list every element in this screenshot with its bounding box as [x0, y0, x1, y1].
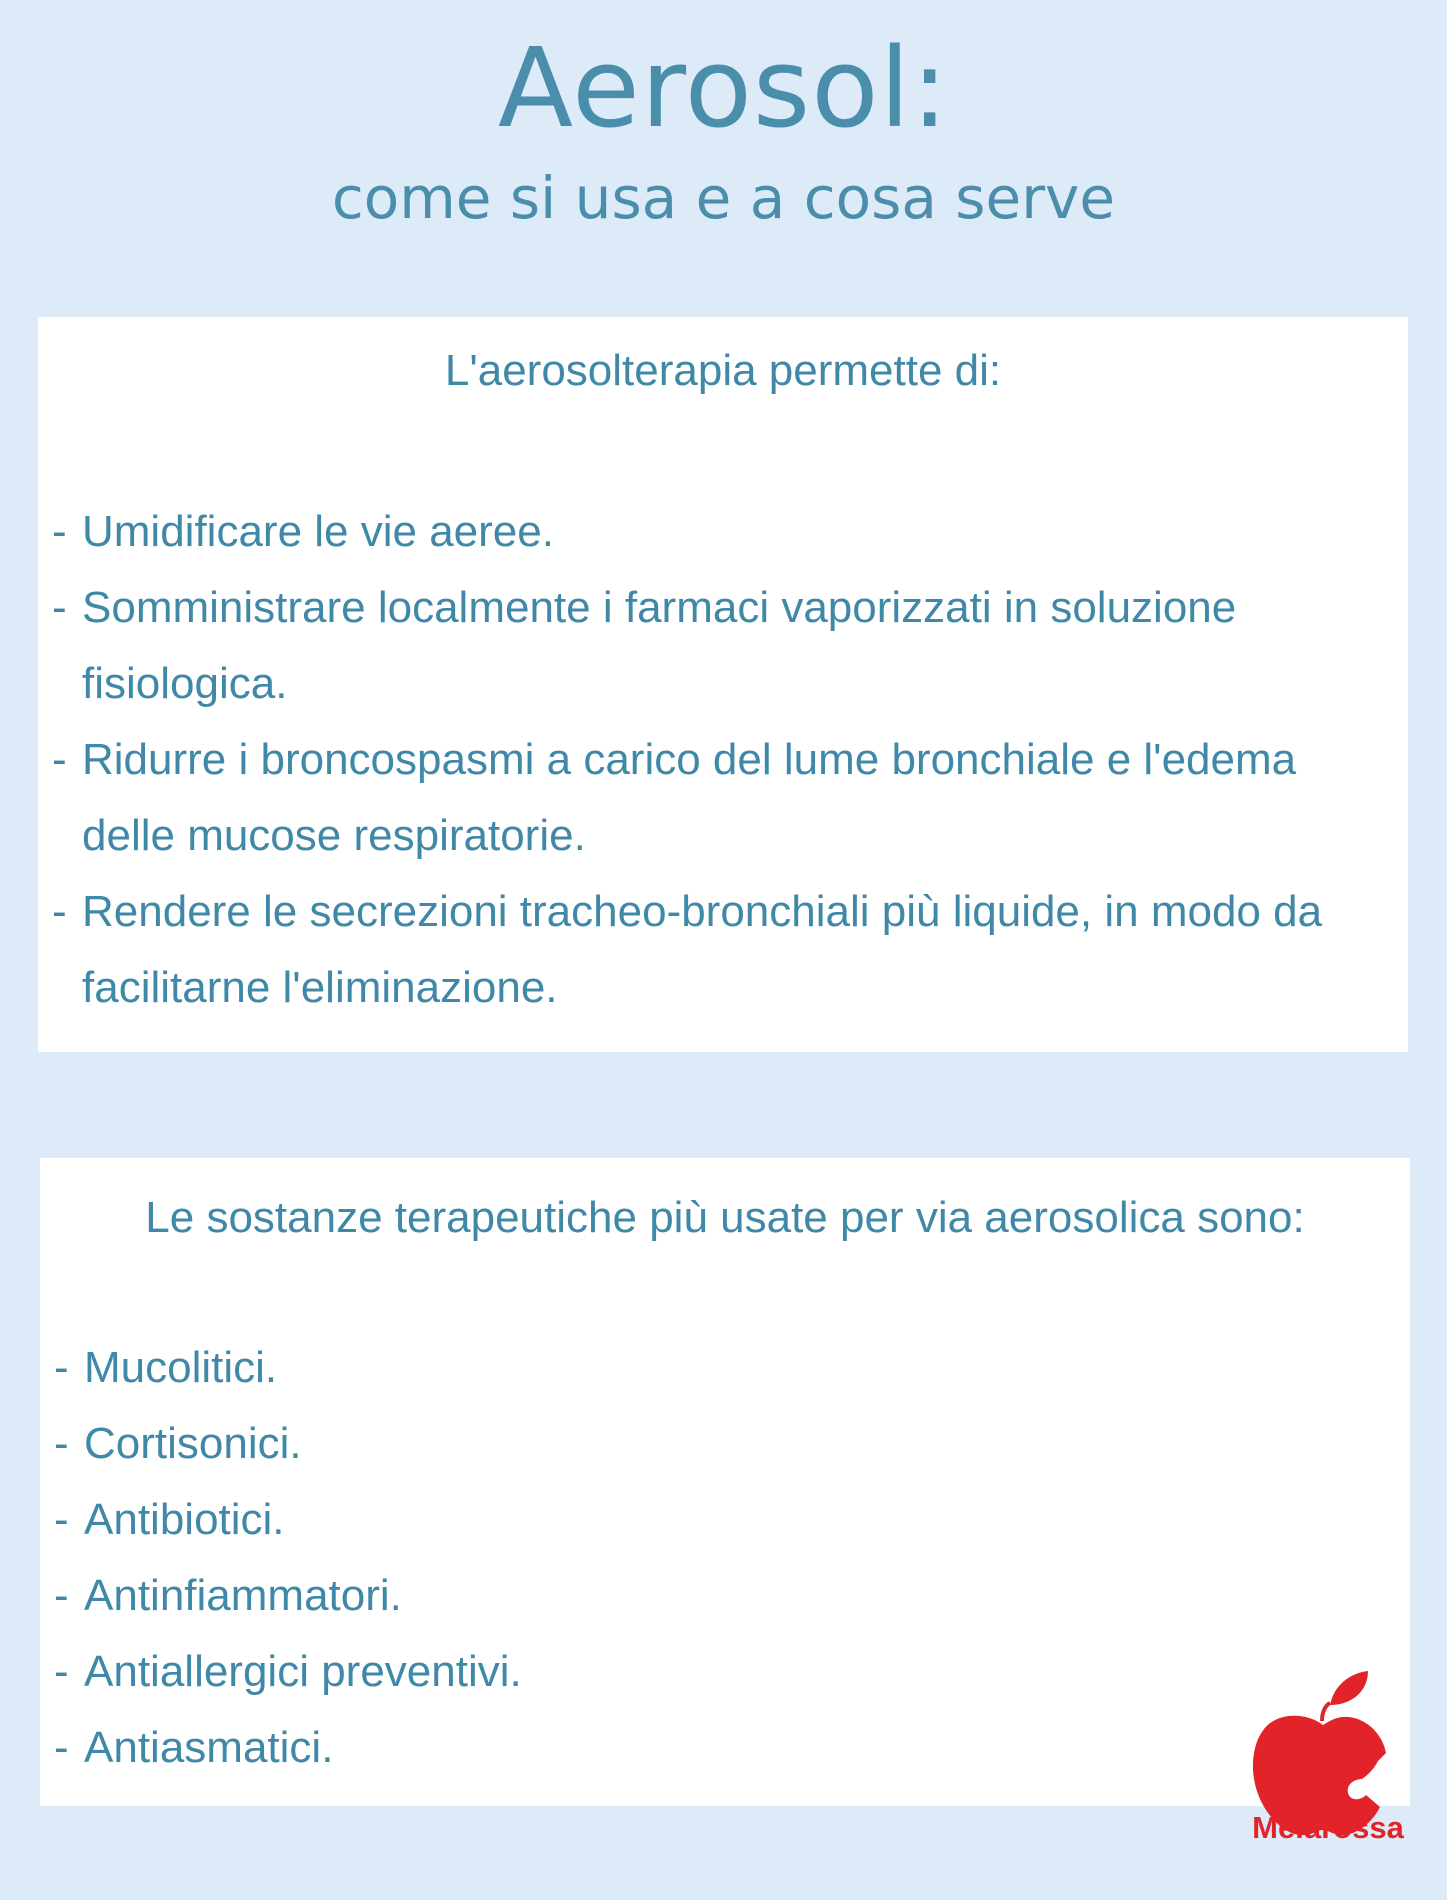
list-item [52, 570, 1392, 722]
list-item-text: Ridurre i broncospasmi a carico del lume bronchiale e l'edema delle mucose respiratorie. [82, 735, 1297, 860]
benefits-heading: L'aerosolterapia permette di: [444, 346, 1002, 395]
list-item-text: Cortisonici. [84, 1419, 302, 1468]
list-item-text: Antinfiammatori. [84, 1571, 402, 1620]
list-item [54, 1710, 1410, 1786]
list-item-text: Antiasmatici. [84, 1723, 334, 1772]
dash: - [52, 583, 67, 632]
dash: - [54, 1343, 69, 1392]
substances-card [40, 1158, 1410, 1806]
benefits-list [52, 494, 1392, 1026]
page-title: Aerosol: [497, 24, 950, 152]
dash: - [54, 1419, 69, 1468]
list-item [52, 494, 1392, 570]
list-item-text: Somministrare localmente i farmaci vaporizzati in soluzione fisiologica. [82, 583, 1237, 708]
list-item-text: Antiallergici preventivi. [84, 1647, 522, 1696]
list-item [52, 874, 1392, 1026]
list-item-text: Rendere le secrezioni tracheo-bronchiali più liquide, in modo da facilitarne l'eliminazione. [82, 887, 1323, 1012]
list-item-text: Umidificare le vie aeree. [82, 507, 554, 556]
dash: - [52, 507, 67, 556]
brand-logo-text: Melarossa [1252, 1810, 1404, 1845]
list-item [54, 1330, 1410, 1406]
dash: - [54, 1723, 69, 1772]
dash: - [52, 735, 67, 784]
list-item-text: Antibiotici. [84, 1495, 285, 1544]
dash: - [54, 1647, 69, 1696]
list-item [54, 1558, 1410, 1634]
list-item-text: Mucolitici. [84, 1343, 278, 1392]
substances-list [54, 1330, 1410, 1786]
dash: - [54, 1571, 69, 1620]
list-item [52, 722, 1392, 874]
list-item [54, 1406, 1410, 1482]
list-item [54, 1634, 1410, 1710]
list-item [54, 1482, 1410, 1558]
dash: - [54, 1495, 69, 1544]
page-subtitle: come si usa e a cosa serve [331, 164, 1116, 232]
dash: - [52, 887, 67, 936]
substances-heading: Le sostanze terapeutiche più usate per via aerosolica sono: [145, 1193, 1305, 1242]
benefits-card [38, 317, 1408, 1052]
